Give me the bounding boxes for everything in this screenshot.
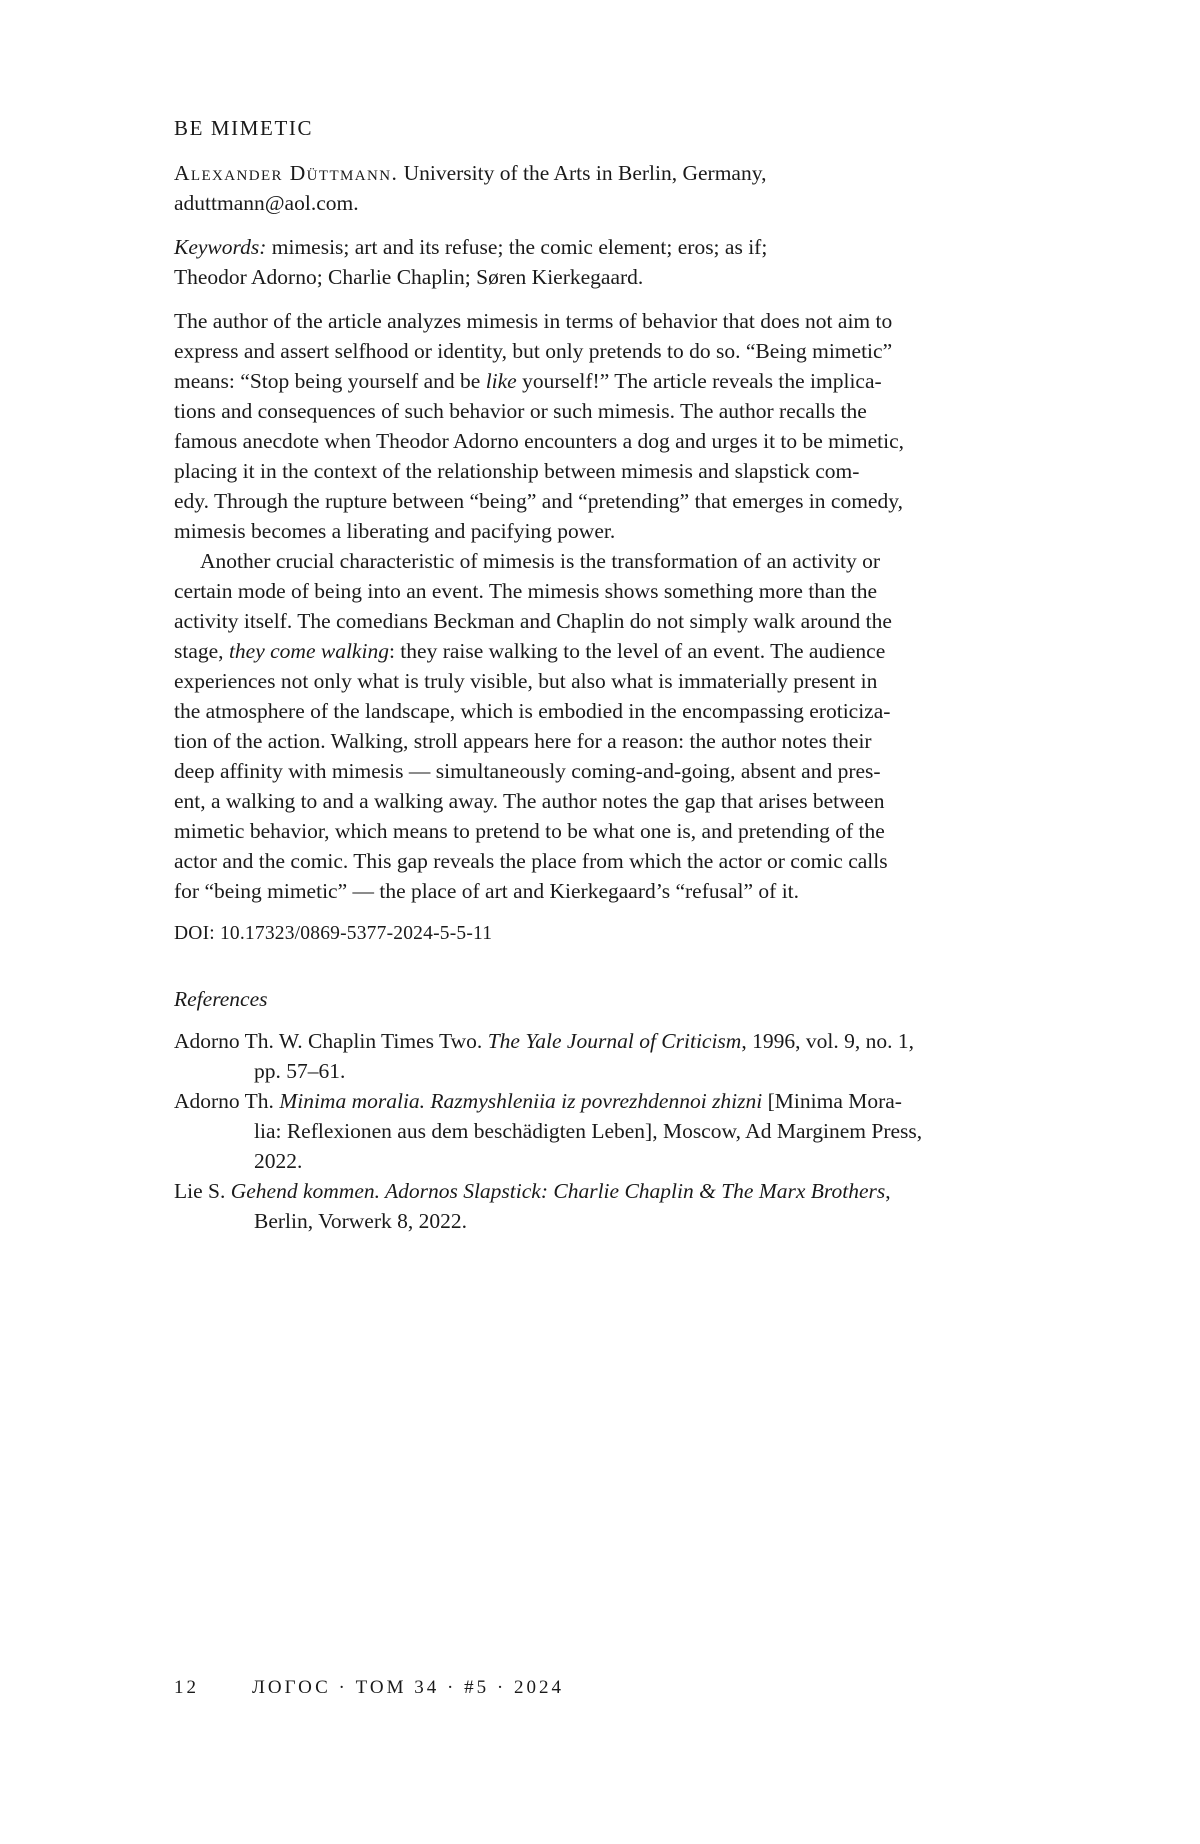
reference-text: Lie S. xyxy=(174,1179,231,1203)
abstract-line: the atmosphere of the landscape, which is embodied in the encompassing eroticiza- xyxy=(174,699,891,723)
abstract-line xyxy=(174,366,1054,396)
abstract-emphasis: they come walking xyxy=(228,639,389,663)
keywords-block xyxy=(174,232,1054,292)
abstract-line: famous anecdote when Theodor Adorno encounters a dog and urges it to be mimetic, xyxy=(174,429,905,453)
author-affiliation: University of the Arts in Berlin, Germany, xyxy=(398,161,767,185)
page-footer xyxy=(174,1674,564,1702)
reference-line xyxy=(174,1176,1054,1206)
abstract-line: activity itself. The comedians Beckman and Chaplin do not simply walk around the xyxy=(174,609,892,633)
abstract-paragraph-1 xyxy=(174,306,1054,546)
journal-info: ЛОГОС · ТОМ 34 · #5 · 2024 xyxy=(252,1677,564,1698)
abstract-line: ent, a walking to and a walking away. The author notes the gap that arises between xyxy=(174,789,885,813)
reference-item xyxy=(174,1086,1054,1176)
abstract-line: mimetic behavior, which means to pretend to be what one is, and pretending of the xyxy=(174,819,885,843)
abstract-line: for “being mimetic” — the place of art and Kierkegaard’s “refusal” of it. xyxy=(174,879,800,903)
abstract-text: means: “Stop being yourself and be xyxy=(174,369,486,393)
references-list xyxy=(174,1026,1054,1236)
reference-text: , 1996, vol. 9, no. 1, xyxy=(741,1029,914,1053)
page-content xyxy=(174,112,1054,1236)
reference-text: Adorno Th. xyxy=(174,1089,280,1113)
abstract-line: tions and consequences of such behavior or such mimesis. The author recalls the xyxy=(174,399,867,423)
abstract-line: actor and the comic. This gap reveals the place from which the actor or comic calls xyxy=(174,849,888,873)
reference-line xyxy=(174,1026,1054,1056)
reference-line: lia: Reflexionen aus dem beschädigten Leben], Moscow, Ad Marginem Press, xyxy=(254,1119,923,1143)
abstract-text: : they raise walking to the level of an event. The audience xyxy=(388,639,886,663)
reference-text: , xyxy=(885,1179,891,1203)
abstract-line: The author of the article analyzes mimesis in terms of behavior that does not aim to xyxy=(174,309,893,333)
abstract-line: mimesis becomes a liberating and pacifying power. xyxy=(174,519,616,543)
abstract-line: edy. Through the rupture between “being” and “pretending” that emerges in comedy, xyxy=(174,489,903,513)
abstract-text: stage, xyxy=(174,639,229,663)
author-name: Alexander Düttmann. xyxy=(174,161,399,185)
author-block xyxy=(174,158,1054,218)
abstract-line: certain mode of being into an event. The mimesis shows something more than the xyxy=(174,579,877,603)
reference-title: The Yale Journal of Criticism xyxy=(487,1029,742,1053)
keywords-label: Keywords: xyxy=(174,235,267,259)
reference-line xyxy=(174,1086,1054,1116)
abstract-line: deep affinity with mimesis — simultaneously coming-and-going, absent and pres- xyxy=(174,759,881,783)
abstract-emphasis: like xyxy=(485,369,517,393)
abstract-line: express and assert selfhood or identity, but only pretends to do so. “Being mimetic” xyxy=(174,339,893,363)
abstract-line: experiences not only what is truly visible, but also what is immaterially present in xyxy=(174,669,878,693)
reference-item xyxy=(174,1026,1054,1086)
abstract-line: tion of the action. Walking, stroll appears here for a reason: the author notes their xyxy=(174,729,872,753)
abstract-line: Another crucial characteristic of mimesis is the transformation of an activity or xyxy=(200,549,881,573)
reference-item xyxy=(174,1176,1054,1236)
page-number: 12 xyxy=(174,1677,199,1698)
article-title: BE MIMETIC xyxy=(174,116,314,140)
reference-title: Gehend kommen. Adornos Slapstick: Charlie Chaplin & The Marx Brothers xyxy=(230,1179,886,1203)
abstract-line: placing it in the context of the relationship between mimesis and slapstick com- xyxy=(174,459,860,483)
reference-line: Berlin, Vorwerk 8, 2022. xyxy=(254,1209,467,1233)
keywords-line-2: Theodor Adorno; Charlie Chaplin; Søren Kierkegaard. xyxy=(174,265,644,289)
abstract-paragraph-2 xyxy=(174,546,1054,906)
author-email: aduttmann@aol.com. xyxy=(174,191,359,215)
reference-text: [Minima Mora- xyxy=(762,1089,902,1113)
reference-line: 2022. xyxy=(254,1149,303,1173)
abstract-text: yourself!” The article reveals the implica- xyxy=(516,369,882,393)
reference-text: Adorno Th. W. Chaplin Times Two. xyxy=(174,1029,488,1053)
references-heading: References xyxy=(174,987,268,1011)
abstract-line xyxy=(174,636,1054,666)
abstract xyxy=(174,306,1054,906)
keywords-line-1: mimesis; art and its refuse; the comic element; eros; as if; xyxy=(266,235,768,259)
reference-title: Minima moralia. Razmyshleniia iz povrezhdennoi zhizni xyxy=(279,1089,763,1113)
doi: DOI: 10.17323/0869-5377-2024-5-5-11 xyxy=(174,923,493,944)
reference-line: pp. 57–61. xyxy=(254,1059,346,1083)
